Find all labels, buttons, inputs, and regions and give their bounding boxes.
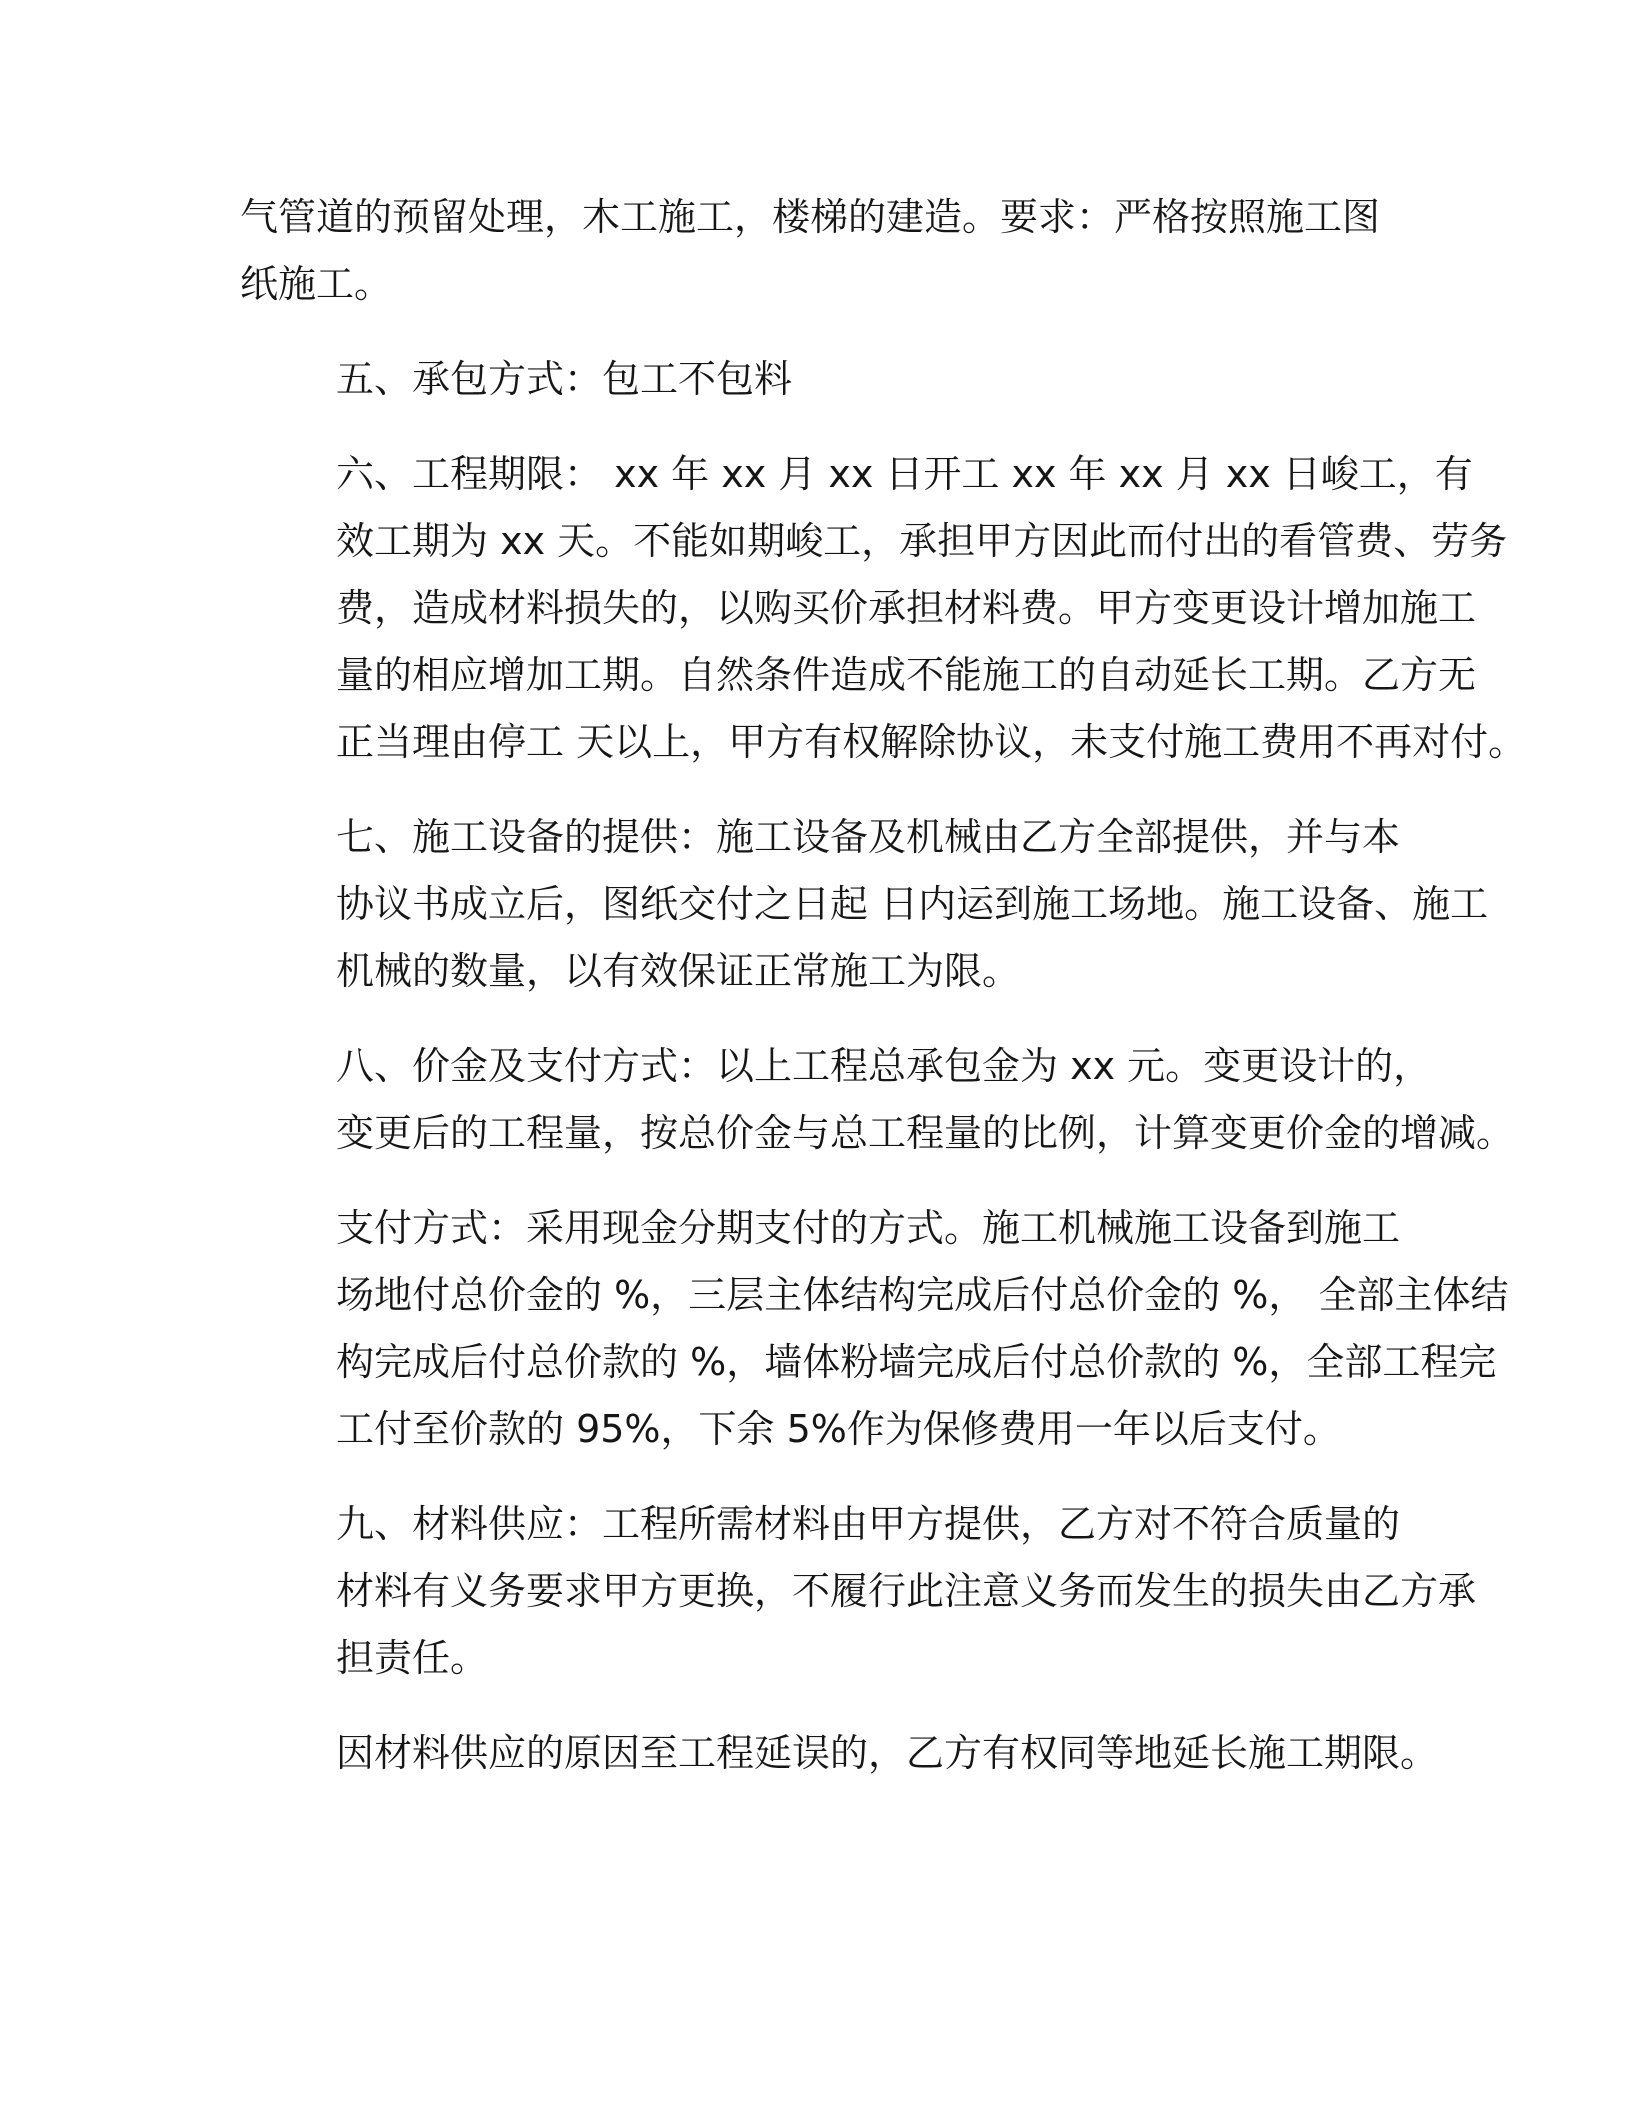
paragraph-line: 七、施工设备的提供：施工设备及机械由乙方全部提供，并与本 bbox=[336, 815, 1401, 859]
paragraph-line: 变更后的工程量，按总价金与总工程量的比例，计算变更价金的增减。 bbox=[336, 1111, 1515, 1155]
document-paragraph bbox=[240, 1720, 1439, 1787]
document-paragraph bbox=[240, 1491, 1477, 1692]
document-paragraph bbox=[240, 1195, 1509, 1463]
paragraph-line: 场地付总价金的 %，三层主体结构完成后付总价金的 %， 全部主体结 bbox=[336, 1273, 1509, 1317]
paragraph-line: 材料有义务要求甲方更换，不履行此注意义务而发生的损失由乙方承 bbox=[336, 1569, 1477, 1613]
document-paragraph bbox=[240, 1033, 1515, 1167]
document-paragraph bbox=[240, 346, 1390, 413]
paragraph-line: 工付至价款的 95%，下余 5%作为保修费用一年以后支付。 bbox=[336, 1407, 1341, 1451]
paragraph-line: 机械的数量，以有效保证正常施工为限。 bbox=[336, 949, 1021, 993]
paragraph-line: 协议书成立后，图纸交付之日起 日内运到施工场地。施工设备、施工 bbox=[336, 882, 1489, 926]
document-paragraph bbox=[240, 804, 1489, 1005]
paragraph-line: 支付方式：采用现金分期支付的方式。施工机械施工设备到施工 bbox=[336, 1206, 1401, 1250]
paragraph-line: 量的相应增加工期。自然条件造成不能施工的自动延长工期。乙方无 bbox=[336, 653, 1477, 697]
paragraph-line: 纸施工。 bbox=[240, 262, 393, 306]
paragraph-line: 九、材料供应：工程所需材料由甲方提供，乙方对不符合质量的 bbox=[336, 1502, 1401, 1546]
paragraph-line: 正当理由停工 天以上，甲方有权解除协议，未支付施工费用不再对付。 bbox=[336, 720, 1527, 764]
paragraph-line: 气管道的预留处理，木工施工，楼梯的建造。要求：严格按照施工图 bbox=[240, 195, 1381, 239]
paragraph-line: 五、承包方式：包工不包料 bbox=[336, 357, 793, 401]
paragraph-line: 担责任。 bbox=[336, 1636, 489, 1680]
paragraph-line: 构完成后付总价款的 %，墙体粉墙完成后付总价款的 %，全部工程完 bbox=[336, 1340, 1497, 1384]
paragraph-line: 费，造成材料损失的，以购买价承担材料费。甲方变更设计增加施工 bbox=[336, 586, 1477, 630]
document-paragraph bbox=[240, 441, 1527, 776]
document-paragraph bbox=[240, 184, 1390, 318]
document-body bbox=[240, 184, 1527, 1815]
paragraph-line: 因材料供应的原因至工程延误的，乙方有权同等地延长施工期限。 bbox=[336, 1731, 1439, 1775]
paragraph-line: 六、工程期限： xx 年 xx 月 xx 日开工 xx 年 xx 月 xx 日峻工，有 bbox=[336, 452, 1473, 496]
paragraph-line: 八、价金及支付方式：以上工程总承包金为 xx 元。变更设计的， bbox=[336, 1044, 1432, 1088]
paragraph-line: 效工期为 xx 天。不能如期峻工，承担甲方因此而付出的看管费、劳务 bbox=[336, 519, 1508, 563]
